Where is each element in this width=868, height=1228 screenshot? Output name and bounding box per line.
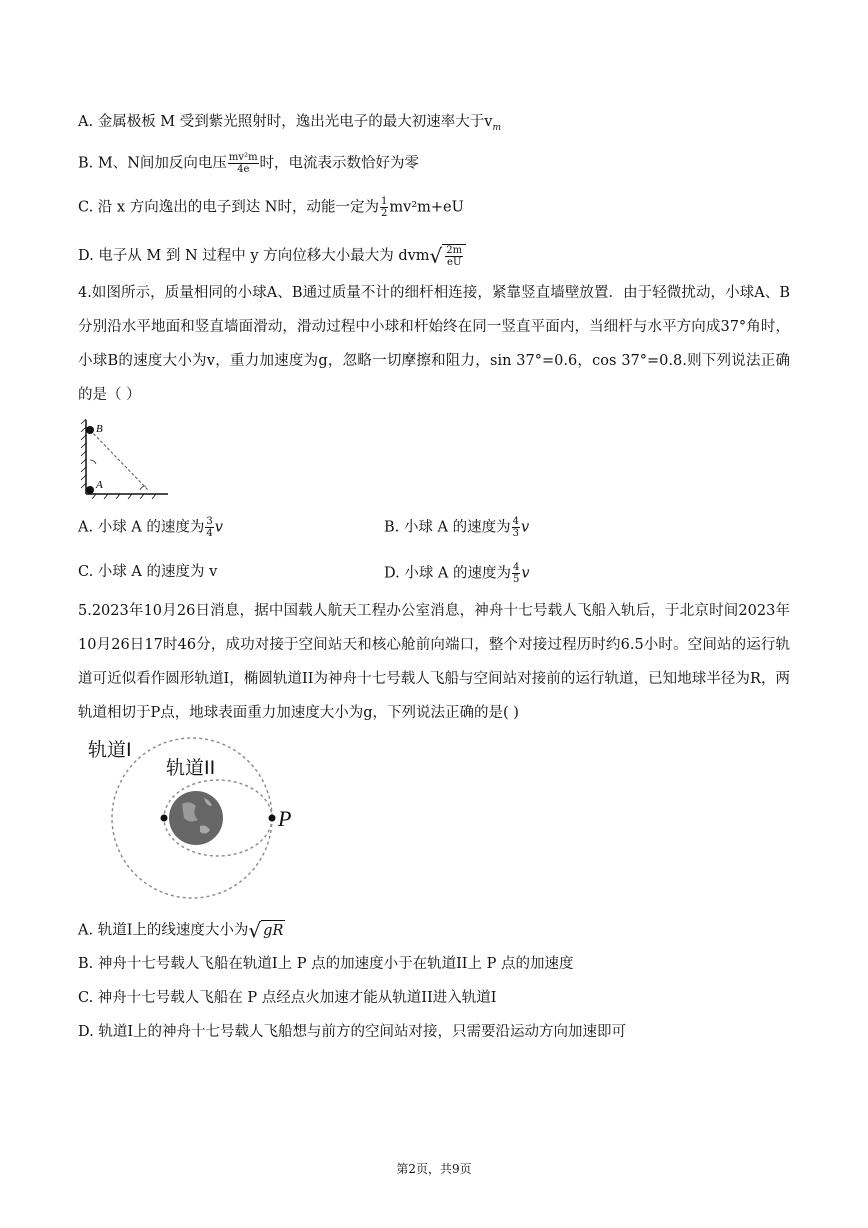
- q3-option-d: D. 电子从 M 到 N 过程中 y 方向位移大小最大为 dvm√ $\frac{2m}{eU}$: [78, 244, 466, 268]
- q4-label-b: B: [96, 423, 103, 435]
- q4-option-b: B. 小球 A 的速度为 $\frac{4}{3}$ v: [384, 516, 530, 539]
- q3-option-c-fraction: $\frac{1}{2}$: [381, 196, 388, 219]
- q5-stem: 5.2023年10月26日消息，据中国载人航天工程办公室消息，神舟十七号载人飞船入轨后，于北京时间2023年10月26日17时46分，成功对接于空间站天和核心舱前向端口，整个对接过程历时约6.5小时。空间站的运行轨道可近似看作圆形轨道I，椭圆轨道II为神舟十七号载人飞船与空间站对接前的运行轨道，已知地球半径为R，两轨道相切于P点，地球表面重力加速度大小为g，下列说法正确的是( ): [78, 603, 790, 721]
- q4-option-d: D. 小球 A 的速度为 $\frac{4}{5}$ v: [384, 562, 530, 585]
- q4-figure: [78, 418, 174, 500]
- q5-point-p-label: P: [278, 806, 292, 831]
- q5-orbit-figure: [84, 734, 314, 904]
- q5-orbit-ii-label: 轨道II: [166, 757, 216, 779]
- q5-orbit-i-label: 轨道I: [88, 739, 132, 761]
- q3-option-b: B. M、N间加反向电压 $\frac{\text{mv²m}}{4e}$ 时，电流表示数恰好为零: [78, 152, 420, 175]
- q3-option-a: A. 金属极板 M 受到紫光照射时，逸出光电子的最大初速率大于$v_m$: [78, 114, 501, 133]
- q5-option-b: B. 神舟十七号载人飞船在轨道I上 P 点的加速度小于在轨道II上 P 点的加速度: [78, 956, 574, 972]
- q4-option-c: C. 小球 A 的速度为 v: [78, 564, 218, 580]
- q5-option-c: C. 神舟十七号载人飞船在 P 点经点火加速才能从轨道II进入轨道I: [78, 990, 497, 1006]
- q4-stem: 4.如图所示，质量相同的小球A、B通过质量不计的细杆相连接，紧靠竖直墙壁放置．由于轻微扰动，小球A、B分别沿水平地面和竖直墙面滑动，滑动过程中小球和杆始终在同一竖直平面内，当细杆与水平方向成37°角时，小球B的速度大小为v，重力加速度为g，忽略一切摩擦和阻力，sin 37°=0.6，cos 37°=0.8.则下列说法正确的是（ ）: [78, 285, 790, 403]
- q3-option-c: C. 沿 x 方向逸出的电子到达 N时，动能一定为 $\frac{1}{2}$ mv²m+eU: [78, 196, 464, 219]
- q5-option-a: A. 轨道I上的线速度大小为√ gR: [78, 918, 284, 943]
- q3-option-b-fraction: $\frac{\text{mv²m}}{4e}$: [228, 152, 258, 175]
- q3-option-d-sqrt: √ $\frac{2m}{eU}$: [430, 244, 467, 268]
- q4-option-a: A. 小球 A 的速度为 $\frac{3}{4}$ v: [78, 516, 223, 539]
- page-footer: 第2页，共9页: [396, 1162, 472, 1176]
- q5-option-d: D. 轨道I上的神舟十七号载人飞船想与前方的空间站对接，只需要沿运动方向加速即可: [78, 1024, 627, 1040]
- q4-label-a: A: [96, 479, 103, 491]
